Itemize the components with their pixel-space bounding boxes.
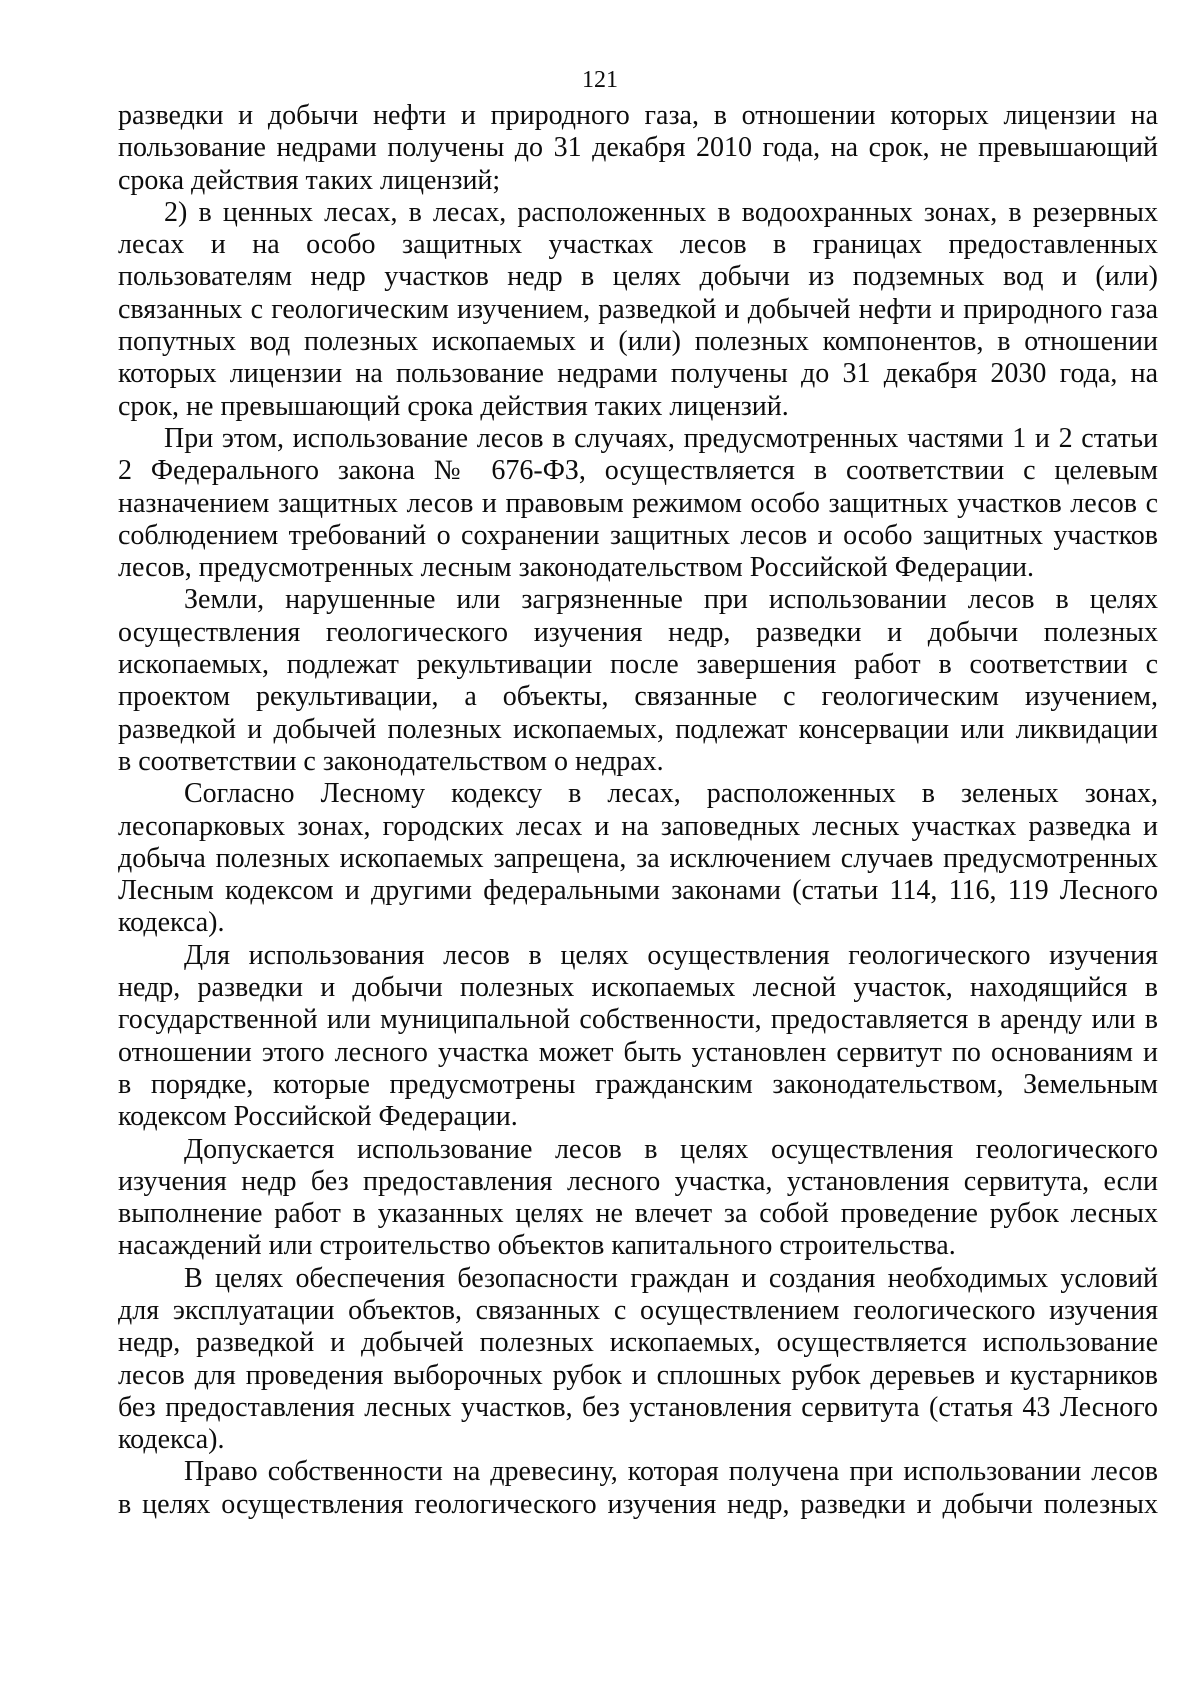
text-line: При этом, использование лесов в случаях, предусмотренных частями 1 и 2 статьи (164, 422, 1158, 454)
text-line: недр, разведки и добычи полезных ископаемых лесной участок, находящийся в (118, 972, 1158, 1004)
text-line: попутных вод полезных ископаемых и (или) полезных компонентов, в отношении (118, 326, 1158, 358)
text-line: связанных с геологическим изучением, разведкой и добычей нефти и природного газа (118, 293, 1158, 325)
text-line: Для использования лесов в целях осуществления геологического изучения (184, 939, 1158, 971)
text-line: 2 Федерального закона № 676-ФЗ, осуществляется в соответствии с целевым (118, 455, 1158, 487)
text-line: изучения недр без предоставления лесного участка, установления сервитута, если (118, 1165, 1158, 1197)
text-line: которых лицензии на пользование недрами получены до 31 декабря 2030 года, на (118, 358, 1158, 390)
text-line: разведки и добычи нефти и природного газа, в отношении которых лицензии на (118, 100, 1158, 131)
text-line: лесов, предусмотренных лесным законодательством Российской Федерации. (118, 552, 1034, 584)
text-line: отношении этого лесного участка может быть установлен сервитут по основаниям и (118, 1036, 1158, 1068)
paragraph (118, 1134, 1158, 1263)
text-line: назначением защитных лесов и правовым режимом особо защитных участков лесов с (118, 487, 1158, 519)
text-line: Лесным кодексом и другими федеральными законами (статьи 114, 116, 119 Лесного (118, 875, 1158, 907)
text-line: проектом рекультивации, а объекты, связанные с геологическим изучением, (118, 681, 1158, 713)
paragraph (118, 423, 1158, 584)
text-line: срок, не превышающий срока действия таких лицензий. (118, 390, 789, 422)
text-line: Земли, нарушенные или загрязненные при использовании лесов в целях (184, 584, 1158, 616)
text-line: в порядке, которые предусмотрены гражданским законодательством, Земельным (118, 1068, 1158, 1100)
text-line: пользование недрами получены до 31 декабря 2010 года, на срок, не превышающий (118, 132, 1158, 164)
paragraph (118, 197, 1158, 423)
text-line: добыча полезных ископаемых запрещена, за исключением случаев предусмотренных (118, 842, 1158, 874)
text-line: срока действия таких лицензий; (118, 164, 501, 196)
text-line: В целях обеспечения безопасности граждан и создания необходимых условий (184, 1262, 1158, 1294)
paragraph (118, 778, 1158, 939)
text-line: лесов для проведения выборочных рубок и сплошных рубок деревьев и кустарников (118, 1359, 1158, 1391)
text-line: разведкой и добычей полезных ископаемых, подлежат консервации или ликвидации (118, 713, 1158, 745)
paragraph (118, 584, 1158, 778)
page-number: 121 (582, 67, 618, 93)
text-line: выполнение работ в указанных целях не влечет за собой проведение рубок лесных (118, 1198, 1158, 1230)
text-line: кодекса). (118, 907, 225, 939)
paragraph (118, 1263, 1158, 1457)
paragraph (118, 940, 1158, 1134)
paragraph (118, 1456, 1158, 1521)
text-line: кодексом Российской Федерации. (118, 1101, 518, 1133)
text-line: пользователям недр участков недр в целях добычи из подземных вод и (или) (118, 261, 1158, 293)
text-line: Согласно Лесному кодексу в лесах, расположенных в зеленых зонах, (184, 778, 1158, 810)
text-line: без предоставления лесных участков, без установления сервитута (статья 43 Лесного (118, 1391, 1158, 1423)
document-body (118, 100, 1158, 1521)
text-line: лесопарковых зонах, городских лесах и на заповедных лесных участках разведка и (118, 810, 1158, 842)
text-line: ископаемых, подлежат рекультивации после завершения работ в соответствии с (118, 649, 1158, 681)
text-line: 2) в ценных лесах, в лесах, расположенных в водоохранных зонах, в резервных (164, 196, 1158, 228)
text-line: Право собственности на древесину, которая получена при использовании лесов (184, 1456, 1158, 1488)
text-line: в целях осуществления геологического изучения недр, разведки и добычи полезных (118, 1488, 1158, 1520)
text-line: в соответствии с законодательством о недрах. (118, 745, 664, 777)
text-line: насаждений или строительство объектов капитального строительства. (118, 1230, 956, 1262)
text-line: кодекса). (118, 1424, 225, 1456)
paragraph (118, 100, 1158, 197)
text-line: недр, разведкой и добычей полезных ископаемых, осуществляется использование (118, 1327, 1158, 1359)
text-line: осуществления геологического изучения недр, разведки и добычи полезных (118, 616, 1158, 648)
text-line: для эксплуатации объектов, связанных с осуществлением геологического изучения (118, 1294, 1158, 1326)
text-line: государственной или муниципальной собственности, предоставляется в аренду или в (118, 1004, 1158, 1036)
text-line: соблюдением требований о сохранении защитных лесов и особо защитных участков (118, 519, 1158, 551)
text-line: лесах и на особо защитных участках лесов в границах предоставленных (118, 229, 1158, 261)
text-line: Допускается использование лесов в целях осуществления геологического (184, 1133, 1158, 1165)
